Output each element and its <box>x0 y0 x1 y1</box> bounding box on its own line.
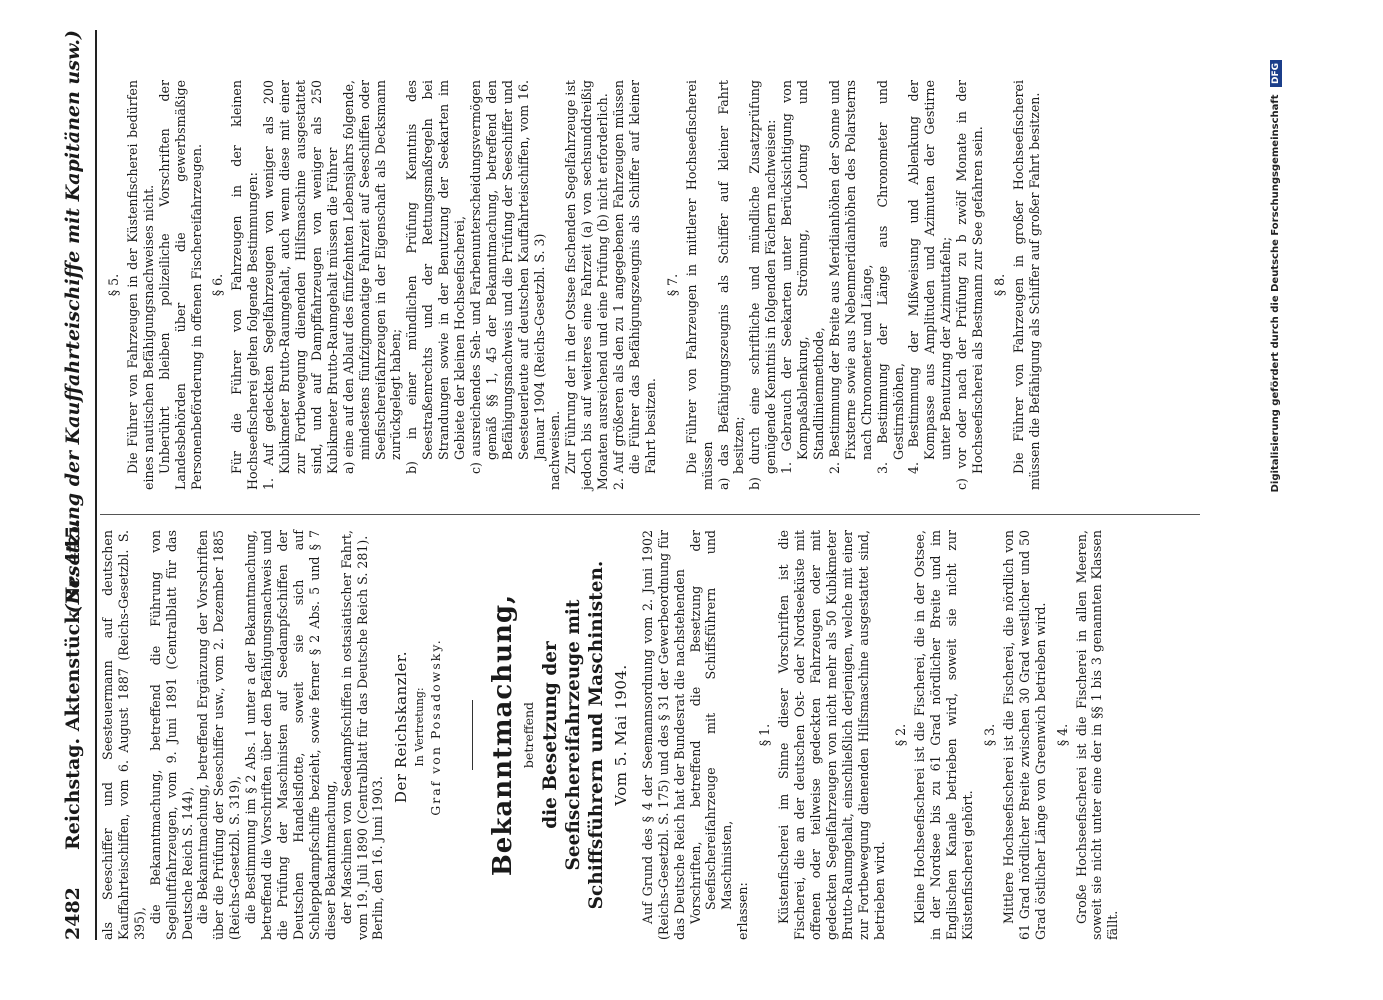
section-6-heading: § 6. <box>210 273 226 297</box>
section-6-item-1c: c) ausreichendes Seh- und Farbenunterscheidungsvermögen gemäß §§ 1, 45 der Bekanntmachung, betreffend den Befähigungsnachweis und die Prüfung der Seeschiffer und Seesteuerleute auf deutschen Kauffahrteischiffen, vom 16. Januar 1904 (Reichs-Gesetzbl. S. 3) <box>467 80 547 474</box>
section-3-text: Mittlere Hochseefischerei ist die Fischerei, die nördlich von 61 Grad nördlicher Breite zwischen 30 Grad westlicher und 50 Grad östlicher Länge von Greenwich betrieben wird. <box>1000 530 1048 940</box>
section-6-item-1a: a) eine auf den Ablauf des fünfzehnten Lebensjahrs folgende, mindestens fünfzigmonatige Fahrzeit auf Seeschiffen oder Seefischereifahrzeugen in der Eigenschaft als Decksmann zurückgelegt haben; <box>340 80 404 474</box>
section-4-text: Große Hochseefischerei ist die Fischerei in allen Meeren, soweit sie nicht unter eine der in §§ 1 bis 3 genannten Klassen fällt. <box>1073 530 1121 940</box>
section-divider <box>472 700 473 770</box>
column-separator <box>100 514 1200 515</box>
section-4-heading: § 4. <box>1054 723 1070 747</box>
digitization-text: Digitalisierung gefördert durch die Deutsche Forschungsgemeinschaft <box>1270 94 1281 493</box>
section-7-item-b3: 3. Bestimmung der Länge aus Chronometer und Gestirnshöhen, <box>874 80 906 474</box>
running-header <box>62 30 94 940</box>
preamble-end: erlassen: <box>735 882 751 940</box>
section-7-item-b1: 1. Gebrauch der Seekarten unter Berücksichtigung von Kompaßablenkung, Strömung, Lotung und Standlinienmethode, <box>779 80 826 474</box>
announcement-betreffend: betreffend <box>521 701 537 769</box>
section-7-item-a: a) das Befähigungszeugnis als Schiffer auf kleiner Fahrt besitzen; <box>715 80 747 490</box>
running-topic: (Besetzung der Kauffahrteischiffe mit Kapitänen usw.) <box>62 30 84 614</box>
section-3-heading: § 3. <box>981 723 997 747</box>
section-2-text: Kleine Hochseefischerei ist die Fischerei, die in der Ostsee, in der Nordsee bis zu 61 Grad nördlicher Breite und im Englischen Kanale betrieben wird, soweit sie nicht zur Küstenfischerei gehört. <box>912 530 976 940</box>
signature-title: Der Reichskanzler. <box>392 650 411 804</box>
section-6-intro: Für die Führer von Fahrzeugen in der kleinen Hochseefischerei gelten folgende Bestimmungen: <box>229 80 261 490</box>
section-7-heading: § 7. <box>664 273 680 297</box>
right-column <box>100 80 1043 490</box>
section-6-item-1b: b) in einer mündlichen Prüfung Kenntnis des Seestraßenrechts und der Rettungsmaßregeln bei Strandungen sowie in der Benutzung der Seekarten im Gebiete der kleinen Hochseefischerei, <box>404 80 468 474</box>
intro-line: die Bestimmung im § 2 Abs. 1 unter a der Bekanntmachung, betreffend die Vorschriften über den Befähigungsnachweis und die Prüfung der Maschinisten auf Seedampfschiffen der Deutschen Handelsflotte, soweit sie sich auf Schleppdampfschiffe bezieht, sowie ferner § 2 Abs. 5 und § 7 dieser Bekanntmachung, <box>243 530 338 940</box>
section-7-item-b4: 4. Bestimmung der Mißweisung und Ablenkung der Kompasse aus Amplituden und Azimuten der Gestirne unter Benutzung der Azimuttafeln; <box>906 80 954 474</box>
dfg-logo: DFG <box>1270 60 1282 87</box>
section-7-item-b2: 2. Bestimmung der Breite aus Meridianhöhen der Sonne und Fixsterne sowie aus Nebenmeridianhöhen des Polarsterns nach Chronometer und Länge, <box>826 80 874 474</box>
left-column <box>100 530 1121 940</box>
section-6-item-2: 2. Auf größeren als den zu 1 angegebenen Fahrzeugen müssen die Führer das Befähigungszeugnis als Schiffer auf kleiner Fahrt besitzen. <box>611 80 658 490</box>
section-2-heading: § 2. <box>893 723 909 747</box>
section-6-item-1: 1. Auf gedeckten Segelfahrzeugen von weniger als 200 Kubikmeter Brutto-Raumgehalt, auch wenn diese mit einer zur Fortbewegung dienenden Hilfsmaschine ausgestattet sind, und auf Dampffahrzeugen von weniger als 250 Kubikmeter Brutto-Raumgehalt müssen die Führer <box>261 80 340 490</box>
section-8-text: Die Führer von Fahrzeugen in großer Hochseefischerei müssen die Befähigung als Schiffer auf großer Fahrt besitzen. <box>1010 80 1042 490</box>
announcement-subject: die Besetzung der Seefischereifahrzeuge mit Schiffsführern und Maschinisten. <box>539 560 607 910</box>
intro-line: der Maschinen von Seedampfschiffen in ostasiatischer Fahrt, vom 19. Juli 1890 (Centralblatt für das Deutsche Reich S. 281). <box>338 530 370 940</box>
announcement-date: Vom 5. Mai 1904. <box>611 664 630 806</box>
section-7-item-c: c) vor oder nach der Prüfung zu b zwölf Monate in der Hochseefischerei als Bestmann zur See gefahren sein. <box>954 80 986 490</box>
section-1-text: Küstenfischerei im Sinne dieser Vorschriften ist die Fischerei, die an der deutschen Ost- oder Nordseeküste mit offenen oder teilweise gedeckten Fahrzeugen oder mit gedeckten Segelfahrzeugen von nicht mehr als 50 Kubikmeter Brutto-Raumgehalt, einschließlich derjenigen, welche mit einer zur Fortbewegung dienenden Hilfsmaschine ausgestattet sind, betrieben wird. <box>776 530 887 940</box>
section-6-paragraph: Zur Führung der in der Ostsee fischenden Segelfahrzeuge ist jedoch bis auf weiteres eine Fahrzeit (a) von sechsunddreißig Monaten ausreichend und eine Prüfung (b) nicht erforderlich. <box>563 80 611 490</box>
intro-line: als Seeschiffer und Seesteuermann auf deutschen Kauffahrteischiffen, vom 6. August 1887 (Reichs-Gesetzbl. S. 395), <box>100 530 147 940</box>
section-5-text: Die Führer von Fahrzeugen in der Küstenfischerei bedürfen eines nautischen Befähigungsnachweises nicht. <box>124 80 156 490</box>
signature-representation: In Vertretung: <box>413 687 427 767</box>
section-7-intro: Die Führer von Fahrzeugen in mittlerer Hochseefischerei müssen <box>683 80 715 490</box>
signature-name: Graf von Posadowsky. <box>428 638 444 816</box>
section-5-heading: § 5. <box>106 273 121 297</box>
section-1-heading: § 1. <box>757 723 773 747</box>
section-6-item-1-end: nachweisen. <box>547 410 563 490</box>
digitization-credit <box>1270 0 1282 1000</box>
running-title: Reichstag. Aktenstück Nr. 445. <box>62 518 84 850</box>
announcement-title: Bekanntmachung, <box>488 593 519 877</box>
place-date: Berlin, den 16. Juni 1903. <box>370 776 386 940</box>
section-7-item-b: b) durch eine schriftliche und mündliche Zusatzprüfung genügende Kenntnis in folgenden Fächern nachweisen: <box>747 80 779 490</box>
intro-line: die Bekanntmachung, betreffend Ergänzung der Vorschriften über die Prüfung der Seeschiffer usw., vom 2. Dezember 1885 (Reichs-Gesetzbl. S. 319), <box>195 530 243 940</box>
section-5-text: Unberührt bleiben polizeiliche Vorschriften der Landesbehörden über die gewerbsmäßige Personenbeförderung in offenen Fischereifahrzeugen. <box>156 80 204 490</box>
preamble: Auf Grund des § 4 der Seemannsordnung vom 2. Juni 1902 (Reichs-Gesetzbl. S. 175) und des § 31 der Gewerbeordnung für das Deutsche Reich hat der Bundesrat die nachstehenden <box>639 530 687 940</box>
preamble-item: Vorschriften, betreffend die Besetzung der Seefischereifahrzeuge mit Schiffsführern und Maschinisten, <box>687 530 735 924</box>
page-number: 2482 <box>62 887 84 940</box>
intro-line: die Bekanntmachung, betreffend die Führung von Segelluftfahrzeugen, vom 9. Juni 1891 (Centralblatt für das Deutsche Reich S. 144), <box>147 530 195 940</box>
header-rule <box>95 30 97 940</box>
section-8-heading: § 8. <box>991 273 1007 297</box>
